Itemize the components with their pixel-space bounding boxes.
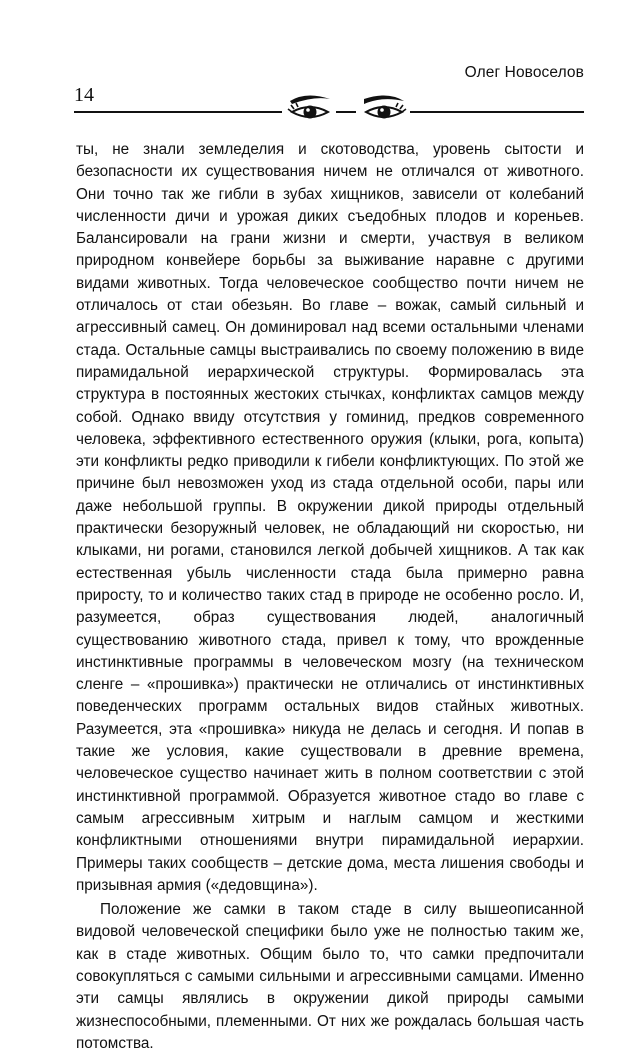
page-number: 14: [74, 84, 94, 106]
header-rule-left: [74, 111, 282, 113]
body-text: [76, 139, 584, 1055]
running-head-author: Олег Новоселов: [464, 64, 584, 81]
paragraph-2: Положение же самки в таком стаде в силу вышеописанной видовой человеческой специфики было уже не полностью таким же, как в стаде животных. Общим было то, что самки предпочитали совокупляться с самыми сильными и агрессивными самцами. Именно эти самцы являлись в окружении дикой природы самыми жизнеспособными, племенными. От них же рождалась большая часть потомства.: [76, 901, 584, 1052]
paragraph-1: ты, не знали земледелия и скотоводства, уровень сытости и безопасности их существования ничем не отличался от животного. Они точно так же гибли в зубах хищников, зависели от колебаний численности дичи и урожая диких съедобных плодов и кореньев. Балансировали на грани жизни и смерти, участвуя в великом природном конвейере борьбы за выживание наравне с другими видами животных. Тогда человеческое сообщество почти ничем не отличалось от стаи обезьян. Во главе – вожак, самый сильный и агрессивный самец. Он доминировал над всеми остальными членами стада. Остальные самцы выстраивались по своему положению в виде пирамидальной иерархической структуры. Формировалась эта структура в постоянных жестоких стычках, конфликтах самцов между собой. Однако ввиду отсутствия у гоминид, предков современного человека, эффективного естественного оружия (клыки, рога, копыта) эти конфликты редко приводили к гибели конфликтующих. По этой же причине был невозможен уход из стада отдельной особи, пары или даже небольшой группы. В окружении дикой природы отдельный практически безоружный человек, не обладающий ни скоростью, ни клыками, ни рогами, становился легкой добычей хищников. А так как естественная убыль численности стада была примерно равна приросту, то и количество таких стад в природе не особенно росло. И, разумеется, образ существования людей, аналогичный существованию животного стада, привел к тому, что врожденные инстинктивные программы в человеческом мозгу (на техническом сленге – «прошивка») практически не отличались от инстинктивных поведенческих программ остальных видов стайных животных. Разумеется, эта «прошивка» никуда не делась и сегодня. И попав в такие же условия, какие существовали в древние времена, человеческое существо начинает жить в полном соответствии с этой инстинктивной программой. Образуется животное стадо во главе с самым агрессивным хитрым и наглым самцом и жесткими конфликтными отношениями внутри пирамидальной иерархии. Примеры таких сообществ – детские дома, места лишения свободы и призывная армия («дедовщина»).: [76, 141, 584, 894]
header-rule-right: [410, 111, 584, 113]
eyes-ornament-icon: [284, 93, 410, 127]
